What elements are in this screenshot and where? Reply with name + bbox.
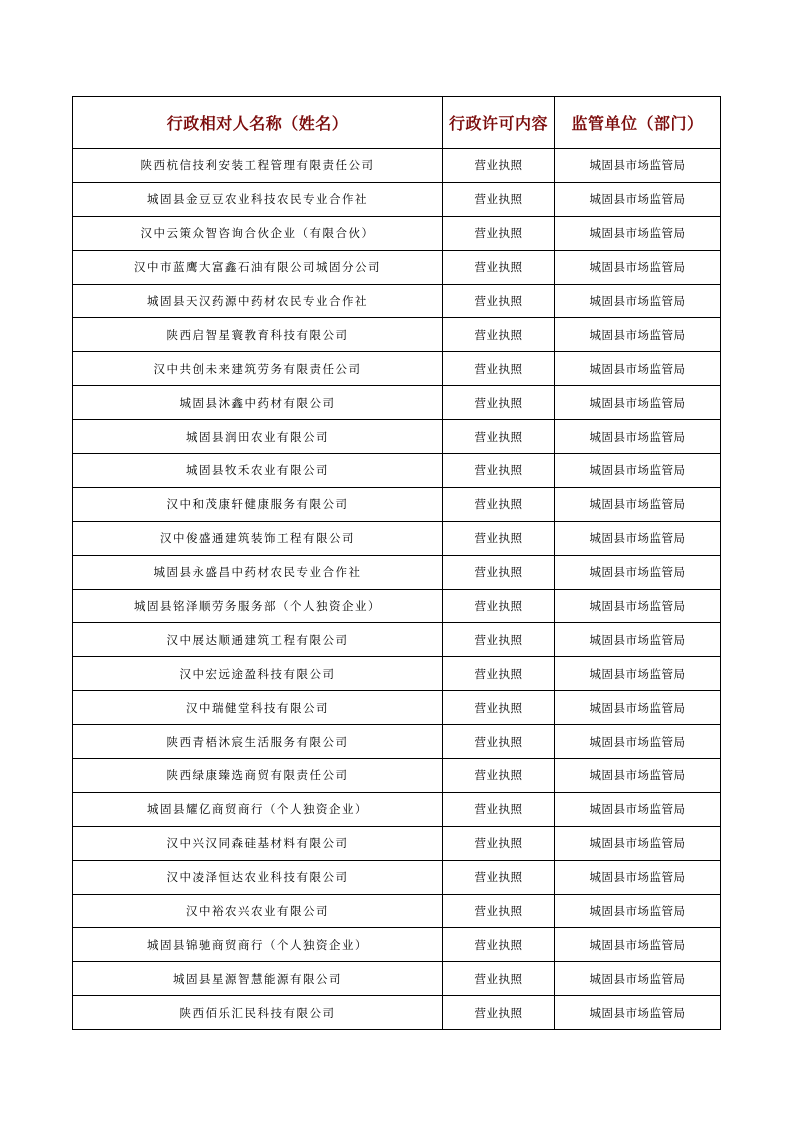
supervising-unit-cell: 城固县市场监管局 [555,182,721,216]
supervising-unit-cell: 城固县市场监管局 [555,454,721,488]
table-row [73,691,721,725]
entity-name-cell: 城固县天汉药源中药材农民专业合作社 [73,284,443,318]
entity-name-cell: 城固县金豆豆农业科技农民专业合作社 [73,182,443,216]
entity-name-cell: 城固县永盛昌中药材农民专业合作社 [73,555,443,589]
supervising-unit-cell: 城固县市场监管局 [555,386,721,420]
supervising-unit-cell: 城固县市场监管局 [555,928,721,962]
entity-name-cell: 汉中俊盛通建筑装饰工程有限公司 [73,521,443,555]
table-row [73,792,721,826]
table-row [73,555,721,589]
supervising-unit-cell: 城固县市场监管局 [555,725,721,759]
supervising-unit-cell: 城固县市场监管局 [555,962,721,996]
entity-name-cell: 汉中裕农兴农业有限公司 [73,894,443,928]
entity-name-cell: 城固县牧禾农业有限公司 [73,454,443,488]
entity-name-cell: 汉中市蓝鹰大富鑫石油有限公司城固分公司 [73,250,443,284]
entity-name-cell: 城固县沐鑫中药材有限公司 [73,386,443,420]
supervising-unit-cell: 城固县市场监管局 [555,792,721,826]
permit-content-cell: 营业执照 [443,454,555,488]
supervising-unit-cell: 城固县市场监管局 [555,555,721,589]
table-row [73,860,721,894]
supervising-unit-cell: 城固县市场监管局 [555,894,721,928]
supervising-unit-cell: 城固县市场监管局 [555,759,721,793]
permit-content-cell: 营业执照 [443,149,555,183]
permit-content-cell: 营业执照 [443,623,555,657]
permit-content-cell: 营业执照 [443,589,555,623]
permit-content-cell: 营业执照 [443,318,555,352]
entity-name-cell: 城固县星源智慧能源有限公司 [73,962,443,996]
table-row [73,284,721,318]
permit-content-cell: 营业执照 [443,928,555,962]
table-row [73,250,721,284]
permit-content-cell: 营业执照 [443,725,555,759]
permit-content-cell: 营业执照 [443,826,555,860]
table-row [73,725,721,759]
supervising-unit-cell: 城固县市场监管局 [555,860,721,894]
permit-content-cell: 营业执照 [443,420,555,454]
supervising-unit-cell: 城固县市场监管局 [555,250,721,284]
header-supervising-unit: 监管单位（部门） [555,97,721,149]
permit-content-cell: 营业执照 [443,691,555,725]
entity-name-cell: 汉中凌泽恒达农业科技有限公司 [73,860,443,894]
permit-content-cell: 营业执照 [443,521,555,555]
permit-table-header [73,97,721,149]
table-row [73,521,721,555]
supervising-unit-cell: 城固县市场监管局 [555,352,721,386]
table-row [73,352,721,386]
permit-content-cell: 营业执照 [443,962,555,996]
header-permit-content: 行政许可内容 [443,97,555,149]
entity-name-cell: 城固县润田农业有限公司 [73,420,443,454]
permit-content-cell: 营业执照 [443,860,555,894]
permit-content-cell: 营业执照 [443,555,555,589]
table-row [73,318,721,352]
permit-content-cell: 营业执照 [443,182,555,216]
entity-name-cell: 陕西青梧沐宸生活服务有限公司 [73,725,443,759]
permit-content-cell: 营业执照 [443,792,555,826]
supervising-unit-cell: 城固县市场监管局 [555,996,721,1030]
permit-table [72,96,721,1030]
table-row [73,487,721,521]
entity-name-cell: 汉中云策众智咨询合伙企业（有限合伙） [73,216,443,250]
permit-content-cell: 营业执照 [443,894,555,928]
entity-name-cell: 陕西杭信技利安装工程管理有限责任公司 [73,149,443,183]
permit-content-cell: 营业执照 [443,657,555,691]
header-entity-name: 行政相对人名称（姓名） [73,97,443,149]
table-row [73,759,721,793]
supervising-unit-cell: 城固县市场监管局 [555,691,721,725]
supervising-unit-cell: 城固县市场监管局 [555,149,721,183]
permit-content-cell: 营业执照 [443,250,555,284]
table-row [73,386,721,420]
table-row [73,928,721,962]
entity-name-cell: 汉中兴汉同森硅基材料有限公司 [73,826,443,860]
permit-content-cell: 营业执照 [443,386,555,420]
entity-name-cell: 城固县锦驰商贸商行（个人独资企业） [73,928,443,962]
entity-name-cell: 陕西启智星寰教育科技有限公司 [73,318,443,352]
permit-content-cell: 营业执照 [443,216,555,250]
permit-content-cell: 营业执照 [443,352,555,386]
permit-content-cell: 营业执照 [443,487,555,521]
entity-name-cell: 汉中展达顺通建筑工程有限公司 [73,623,443,657]
permit-table-body [73,149,721,1030]
supervising-unit-cell: 城固县市场监管局 [555,623,721,657]
supervising-unit-cell: 城固县市场监管局 [555,521,721,555]
table-row [73,589,721,623]
table-row [73,962,721,996]
entity-name-cell: 汉中共创未来建筑劳务有限责任公司 [73,352,443,386]
table-row [73,149,721,183]
permit-content-cell: 营业执照 [443,996,555,1030]
entity-name-cell: 陕西佰乐汇民科技有限公司 [73,996,443,1030]
supervising-unit-cell: 城固县市场监管局 [555,826,721,860]
entity-name-cell: 城固县耀亿商贸商行（个人独资企业） [73,792,443,826]
header-row [73,97,721,149]
table-row [73,454,721,488]
table-row [73,182,721,216]
table-row [73,996,721,1030]
entity-name-cell: 汉中和茂康轩健康服务有限公司 [73,487,443,521]
supervising-unit-cell: 城固县市场监管局 [555,216,721,250]
supervising-unit-cell: 城固县市场监管局 [555,487,721,521]
permit-content-cell: 营业执照 [443,759,555,793]
table-row [73,657,721,691]
supervising-unit-cell: 城固县市场监管局 [555,657,721,691]
supervising-unit-cell: 城固县市场监管局 [555,420,721,454]
entity-name-cell: 城固县铭泽顺劳务服务部（个人独资企业） [73,589,443,623]
supervising-unit-cell: 城固县市场监管局 [555,318,721,352]
entity-name-cell: 汉中瑞健堂科技有限公司 [73,691,443,725]
entity-name-cell: 陕西绿康臻选商贸有限责任公司 [73,759,443,793]
table-row [73,420,721,454]
table-row [73,826,721,860]
entity-name-cell: 汉中宏远途盈科技有限公司 [73,657,443,691]
table-row [73,623,721,657]
table-row [73,216,721,250]
table-row [73,894,721,928]
permit-content-cell: 营业执照 [443,284,555,318]
supervising-unit-cell: 城固县市场监管局 [555,284,721,318]
supervising-unit-cell: 城固县市场监管局 [555,589,721,623]
